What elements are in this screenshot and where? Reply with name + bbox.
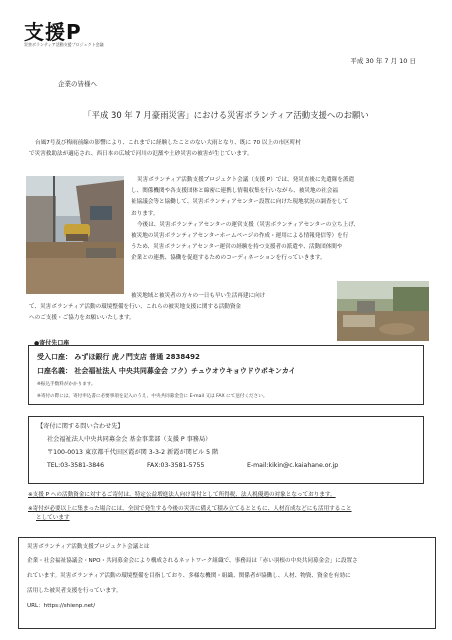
support-line: し、関係機関や各支援団体と綿密に連携し情報収集を行いながら、被災地の社会福 — [131, 188, 338, 195]
surplus-line: としています — [36, 515, 70, 521]
request-paragraph — [29, 291, 334, 325]
support-line: 今後は、災害ボランティアセンターの運営支援（災害ボランティアセンターの立ち上げ、 — [137, 221, 360, 228]
document-title: 「平成 30 年 7 月豪雨災害」における災害ボランティア活動支援へのお願い — [83, 110, 369, 120]
bank-heading: ●寄付先口座 — [34, 340, 70, 347]
about-heading: 災害ボランティア活動支援プロジェクト会議とは — [27, 544, 150, 550]
about-url[interactable]: URL：https://shienp.net/ — [27, 603, 96, 609]
contact-tel: TEL:03-3581-3846 — [47, 462, 105, 469]
intro-line: 台風7号及び梅雨前線の影響により、これまでに経験したことのない大雨となり、既に 70 以上の市区町村 — [35, 140, 301, 146]
support-line: うため、災害ボランティアセンター運営の経験を持つ支援者の派遣や、活動団体間や — [131, 244, 343, 251]
about-box — [18, 537, 436, 629]
document-date: 平成 30 年 7 月 10 日 — [350, 57, 416, 65]
tax-footnote: ※支援 P への活動資金に対するご寄付は、特定公益増進法人向け寄付として所得税、法人税優遇の対象となっております。 — [28, 492, 336, 498]
bank-account-box — [28, 345, 424, 405]
fee-note: ※振込手数料がかかります。 — [37, 382, 96, 387]
request-line: へのご支援・ご協力をお願いいたします。 — [29, 315, 135, 322]
support-line: 災害ボランティア活動支援プロジェクト会議（支援 P）では、発災直後に先遣隊を派遣 — [137, 177, 355, 183]
about-line: 活用した被災者支援を行っています。 — [27, 588, 122, 594]
mud-debris-photo — [337, 281, 429, 341]
bank-account: 受入口座： みずほ銀行 虎ノ門支店 普通 2838492 — [37, 353, 200, 361]
support-line: 企業との連携、協働を促進するためのコーディネーションを行っていきます。 — [131, 255, 326, 262]
about-line: れています。災害ボランティア活動の環境整備を目指しており、多様な機関・組織、関係者が協働し、人材、物資、資金を有効に — [27, 573, 351, 579]
account-holder: 口座名義： 社会福祉法人 中央共同募金会 フク）チュウオウキョウドウボキンカイ — [37, 367, 296, 375]
salutation: 企業の皆様へ — [58, 80, 97, 88]
support-line: おります。 — [131, 210, 159, 217]
logo-subtitle: 災害ボランティア活動支援プロジェクト会議 — [24, 42, 104, 47]
contact-heading: 【寄付に関する問い合わせ先】 — [37, 423, 124, 430]
contact-org: 社会福祉法人中央共同募金会 基金事業部（支援 P 事務局） — [47, 436, 212, 443]
surplus-line: ※寄付が必要以上に集まった場合には、全国で発生する今後の災害に備えて積み立てるとともに、人材育成などにも活用すること — [28, 506, 352, 512]
support-line: 被災地の災害ボランティアセンターホームページの作成・運用による情報発信等）を行 — [131, 233, 349, 240]
intro-line: で災害救助法が適応され、西日本の広域で河川の氾濫や土砂災害の被害が生じています。 — [29, 151, 253, 158]
intro-paragraph — [29, 138, 425, 160]
surplus-footnote — [28, 505, 428, 523]
flood-street-photo — [26, 176, 124, 294]
request-line: て、災害ボランティア活動の環境整備を行い、これらの被災地支援に関する活動資金 — [29, 304, 242, 311]
contact-box — [28, 416, 424, 484]
contact-fax: FAX:03-3581-5755 — [147, 462, 205, 469]
logo-text: 支援P — [24, 20, 82, 44]
submission-note: ※寄付の際には、寄付申込書に必要事項を記入のうえ、中央共同募金会に E-mail 又は FAX にて送付ください。 — [37, 394, 268, 399]
about-line: 企業・社会福祉協議会・NPO・共同募金会により構成されるネットワーク組織で、事務局は「赤い羽根の中央共同募金会」に設置さ — [27, 558, 358, 564]
contact-address: 〒100-0013 東京都千代田区霞が関 3-3-2 新霞が関ビル 5 階 — [47, 449, 219, 456]
support-line: 祉協議会等と協働して、災害ボランティアセンター設置に向けた現地状況の調査をして — [131, 199, 349, 206]
request-line: 被災地域と被災者の方々の一日も早い生活再建に向け — [131, 293, 266, 299]
contact-email[interactable]: E-mail:kikin@c.kaiahane.or.jp — [247, 462, 339, 469]
support-paragraph — [131, 175, 427, 265]
